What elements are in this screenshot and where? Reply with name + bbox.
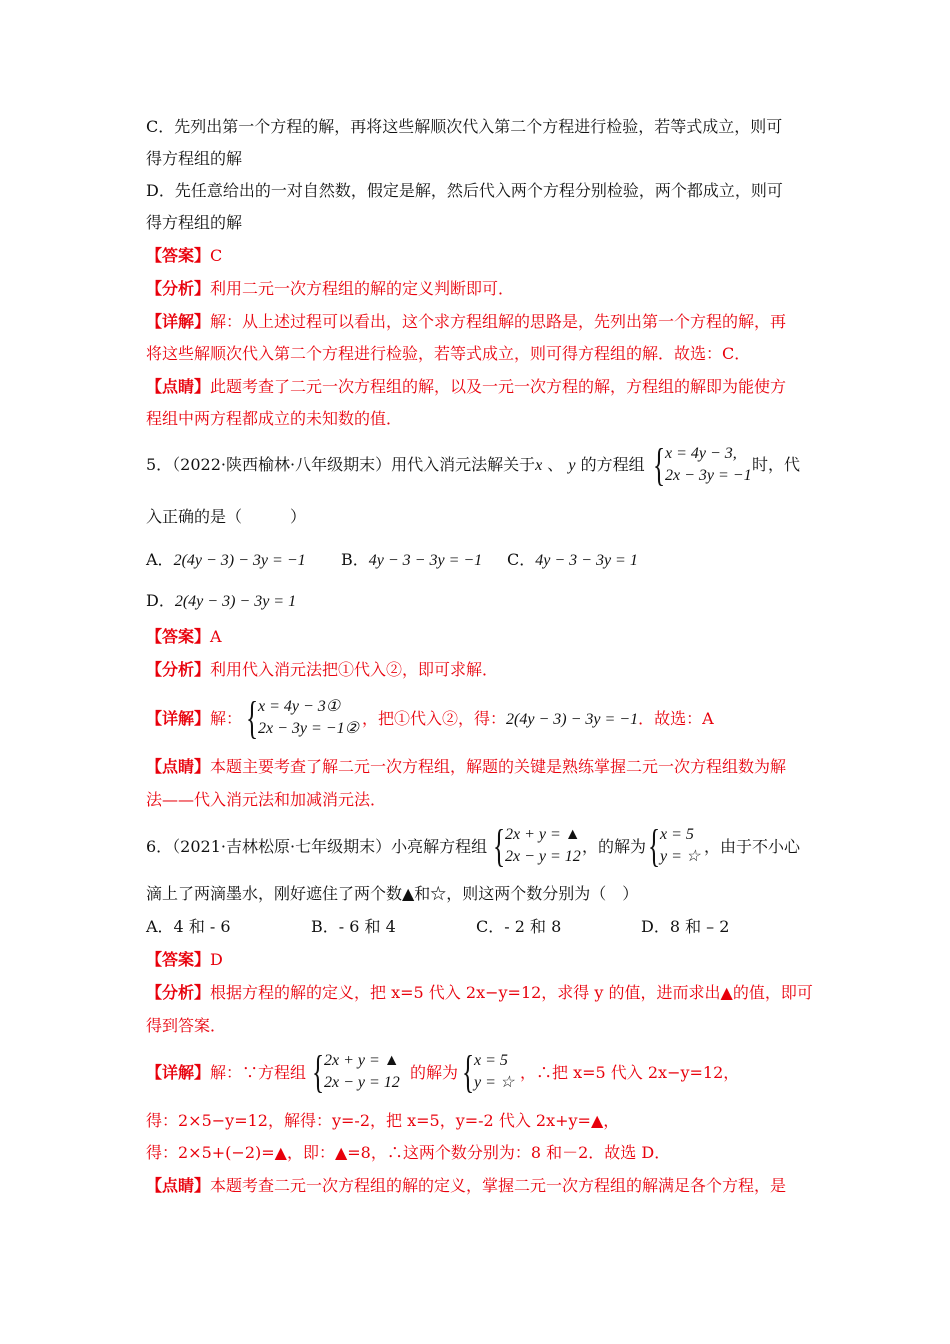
- analysis-text: 利用二元一次方程组的解的定义判断即可．: [210, 279, 515, 298]
- system-eq1: 2x + y = ▲: [324, 1052, 400, 1069]
- q6-option-c: C．- 2 和 8: [476, 917, 562, 936]
- brace-icon: {: [493, 820, 506, 871]
- detail-text: 解：从上述过程可以看出，这个求方程组解的思路是，先列出第一个方程的解，再: [210, 312, 787, 331]
- detail-expr: 2(4y − 3) − 3y = −1: [506, 711, 639, 728]
- detail-text: ．故选：A: [638, 709, 714, 728]
- q4-comment-line2: 程组中两方程都成立的未知数的值．: [146, 409, 403, 428]
- option-expr: 2(4y − 3) − 3y = −1: [173, 552, 306, 569]
- q5-detail-system: [246, 692, 366, 743]
- option-c-line1: C．先列出第一个方程的解，再将这些解顺次代入第二个方程进行检验，若等式成立，则可: [146, 117, 783, 136]
- q5-stem-a: 5．（2022·陕西榆林·八年级期末）用代入消元法解关于: [146, 455, 536, 474]
- option-label: C．: [507, 550, 536, 569]
- option-expr: 4y − 3 − 3y = 1: [535, 552, 638, 569]
- q5-stem-line1: [146, 454, 645, 477]
- q6-detail-solution: [462, 1046, 522, 1097]
- q5-option-c: [507, 549, 638, 572]
- q5-comment-line2: 法——代入消元法和加减消元法．: [146, 790, 387, 809]
- brace-icon: {: [312, 1046, 325, 1097]
- brace-icon: {: [462, 1046, 475, 1097]
- comment-tag: 【点睛】: [146, 377, 211, 396]
- option-d-line2: 得方程组的解: [146, 213, 243, 232]
- q5-detail-lead: [146, 708, 242, 730]
- q5-comment-line1: [146, 756, 786, 778]
- system-eq1: 2x + y = ▲: [505, 826, 581, 843]
- q4-analysis: [146, 278, 514, 300]
- q6-stem-line2: 滴上了两滴墨水，刚好遮住了两个数▲和☆，则这两个数分别为（ ）: [146, 884, 639, 903]
- system-eq2: 2x − y = 12: [505, 848, 581, 865]
- q5-equation-system: [653, 439, 763, 490]
- analysis-tag: 【分析】: [146, 279, 211, 298]
- q6-stem-a: 6．（2021·吉林松原·七年级期末）小亮解方程组: [146, 837, 488, 856]
- comment-text: 本题考查二元一次方程组的解的定义，掌握二元一次方程组的解满足各个方程，是: [210, 1176, 787, 1195]
- q5-analysis: [146, 659, 498, 681]
- q5-answer: [146, 626, 222, 648]
- system-eq1: x = 4y − 3,: [665, 445, 737, 462]
- q6-detail-system: [312, 1046, 412, 1097]
- q4-detail-line1: [146, 311, 786, 333]
- answer-tag: 【答案】: [146, 627, 211, 646]
- option-label: B．: [341, 550, 369, 569]
- q6-detail-line3: 得：2×5+(−2)=▲，即：▲=8，∴这两个数分别为：8 和－2．故选 D．: [146, 1143, 671, 1162]
- detail-tag: 【详解】: [146, 709, 211, 728]
- solution-eq1: x = 5: [660, 826, 694, 843]
- detail-tag: 【详解】: [146, 312, 211, 331]
- answer-tag: 【答案】: [146, 950, 211, 969]
- comment-tag: 【点睛】: [146, 1176, 211, 1195]
- q6-detail-line2: 得：2×5−y=12，解得：y=-2，把 x=5，y=-2 代入 2x+y=▲，: [146, 1111, 620, 1130]
- q6-option-b: B．- 6 和 4: [311, 917, 396, 936]
- q6-option-d: D．8 和 – 2: [641, 917, 730, 936]
- option-expr: 2(4y − 3) − 3y = 1: [174, 593, 297, 610]
- q6-analysis-line2: 得到答案．: [146, 1016, 227, 1035]
- option-label: A．: [146, 550, 174, 569]
- comment-text: 此题考查了二元一次方程组的解，以及一元一次方程的解，方程组的解即为能使方: [210, 377, 787, 396]
- option-expr: 4y − 3 − 3y = −1: [368, 552, 483, 569]
- q5-option-a: [146, 549, 306, 572]
- comment-tag: 【点睛】: [146, 757, 211, 776]
- q6-stem-c: ，由于不小心: [704, 837, 801, 856]
- system-eq2: 2x − y = 12: [324, 1074, 400, 1091]
- q6-option-a: A．4 和 - 6: [146, 917, 231, 936]
- comment-text: 本题主要考查了解二元一次方程组，解题的关键是熟练掌握二元一次方程组数为解: [210, 757, 787, 776]
- brace-icon: {: [648, 820, 661, 871]
- detail-tag: 【详解】: [146, 1063, 211, 1082]
- solution-eq2: y = ☆: [474, 1074, 515, 1091]
- var-y: y: [568, 457, 576, 474]
- solution-eq2: y = ☆: [660, 848, 701, 865]
- option-d-line1: D．先任意给出的一对自然数，假定是解，然后代入两个方程分别检验，两个都成立，则可: [146, 181, 783, 200]
- separator: 、: [547, 455, 564, 474]
- q4-detail-line2: 将这些解顺次代入第二个方程进行检验，若等式成立，则可得方程组的解．故选：C．: [146, 344, 751, 363]
- system-eq2: 2x − 3y = −1②: [258, 720, 359, 737]
- q4-comment-line1: [146, 376, 786, 398]
- q6-equation-system: [493, 820, 593, 871]
- q6-detail-tail: ，∴把 x=5 代入 2x−y=12，: [520, 1063, 740, 1082]
- analysis-text: 根据方程的解的定义，把 x=5 代入 2x−y=12，求得 y 的值，进而求出▲的值，即可: [210, 983, 813, 1002]
- detail-text: ，把①代入②，得：: [362, 709, 507, 728]
- q5-stem-line2: 入正确的是（ ）: [146, 507, 307, 526]
- q5-stem-b: 的方程组: [580, 455, 645, 474]
- answer-value: A: [210, 627, 222, 646]
- option-label: D．: [146, 591, 175, 610]
- q6-stem-b: ，的解为: [582, 837, 647, 856]
- q6-solution-system: [648, 820, 708, 871]
- brace-icon: {: [653, 439, 666, 490]
- q6-detail-mid: 的解为: [410, 1063, 459, 1082]
- answer-value: C: [210, 246, 223, 265]
- analysis-tag: 【分析】: [146, 983, 211, 1002]
- analysis-text: 利用代入消元法把①代入②，即可求解．: [210, 660, 499, 679]
- detail-text: 解：∵方程组: [210, 1063, 307, 1082]
- q6-detail-lead: [146, 1062, 306, 1084]
- system-eq1: x = 4y − 3①: [258, 698, 341, 715]
- q6-answer: [146, 949, 223, 971]
- detail-text: 解：: [210, 709, 243, 728]
- q5-detail-tail: [362, 708, 714, 731]
- system-eq2: 2x − 3y = −1: [665, 467, 752, 484]
- answer-tag: 【答案】: [146, 246, 211, 265]
- analysis-tag: 【分析】: [146, 660, 211, 679]
- q5-stem-c: 时，代: [752, 455, 801, 474]
- brace-icon: {: [246, 692, 259, 743]
- q5-option-b: [341, 549, 482, 572]
- q6-analysis-line1: [146, 982, 813, 1004]
- var-x: x: [535, 457, 543, 474]
- q5-option-d: [146, 590, 296, 613]
- q6-comment-line1: [146, 1175, 786, 1197]
- answer-value: D: [210, 950, 223, 969]
- q4-answer: [146, 245, 222, 267]
- solution-eq1: x = 5: [474, 1052, 508, 1069]
- option-c-line2: 得方程组的解: [146, 149, 243, 168]
